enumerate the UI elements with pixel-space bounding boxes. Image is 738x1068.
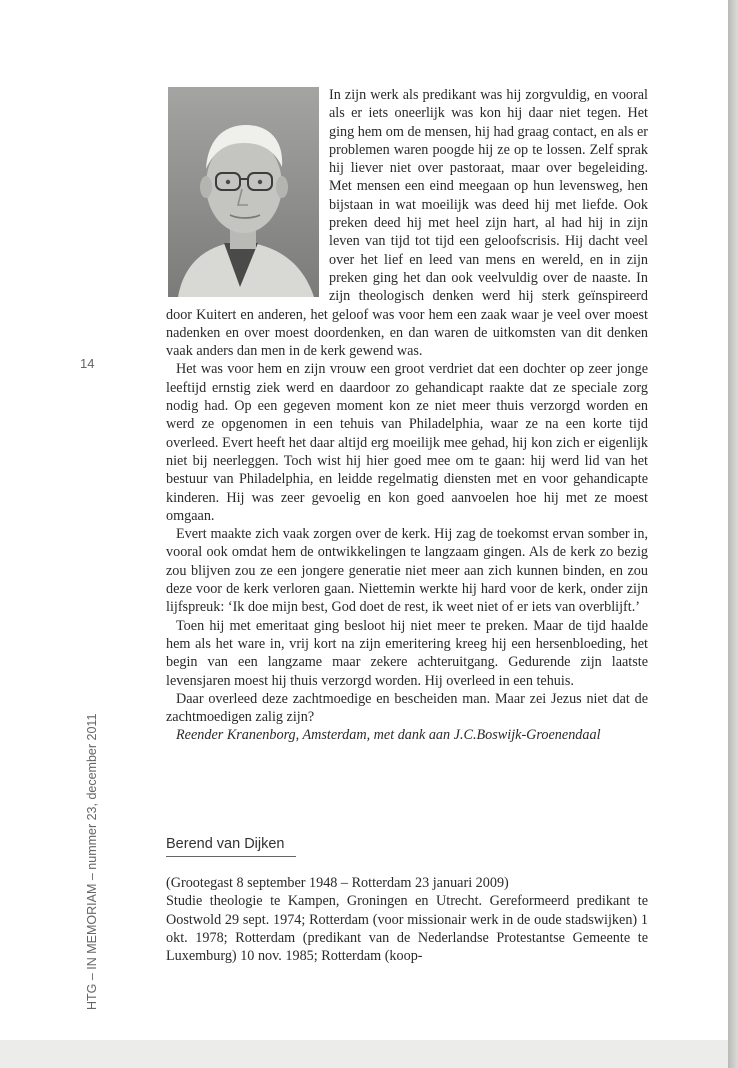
article-body — [166, 86, 648, 745]
page-bottom-margin — [0, 1040, 728, 1068]
bio-career: Studie theologie te Kampen, Groningen en Utrecht. Gereformeerd predikant te Oostwold 29 sept. 1974; Rotterdam (voor missionair werk in de oude stadswijken) 1 okt. 1978; Rotterdam (predikant van de Nederlandse Protestantse Gemeente te Luxemburg) 10 nov. 1985; Rotterdam (koop- — [166, 893, 648, 965]
article-paragraph: Toen hij met emeritaat ging besloot hij niet meer te preken. Maar de tijd haalde hem als het ware in, vrij kort na zijn emeritering kreeg hij een hersenbloeding, het begin van een langzame maar zekere achteruitgang. Gedurende zijn laatste levensjaren moest hij thuis verzorgd worden. Hij overleed in een tehuis. — [166, 617, 648, 689]
photo-spacer — [166, 86, 329, 298]
author-signature: Reender Kranenborg, Amsterdam, met dank aan J.C.Boswijk-Groenendaal — [176, 727, 601, 744]
heading-underline — [166, 856, 296, 857]
article-paragraph: Het was voor hem en zijn vrouw een groot verdriet dat een dochter op zeer jonge leeftijd ernstig ziek werd en daardoor zo gehandicapt raakte dat ze speciale zorg nodig had. Op een gegeven moment kon ze niet meer thuis verzorgd worden en werd ze opgenomen in een tehuis van Philadelphia, waar ze na een korte tijd overleed. Evert heeft het daar altijd erg moeilijk mee gehad, hij kon zich er eigenlijk niet bij neerleggen. Toch wist hij hier goed mee om te gaan: hij werd lid van het bestuur van Philadelphia, en leidde regelmatig diensten met en voor gehandicapte kinderen. Hij was zeer gevoelig en kon goed aanvoelen hoe hij met ze moest omgaan. — [166, 361, 648, 524]
article-paragraph: In zijn werk als predikant was hij zorgvuldig, en vooral als er iets oneerlijk was kon hij daar niet tegen. Het ging hem om de mensen, hij had graag contact, en als er problemen waren poogde hij ze op te lossen. Zelf sprak hij liever niet over pastoraat, maar over begeleiding. Met mensen een eind meegaan op hun levensweg, hen bijstaan in wat moeilijk was deed hij met liefde. Ook preken deed hij met heel zijn hart, al had hij in zijn leven van tijd tot tijd een geloofscrisis. Hij dacht veel over het lief en leed van mens en wereld, en in zijn preken ging het dan ook veelvuldig over de naaste. In zijn theologisch denken werd hij sterk geïnspireerd door Kuitert en anderen, het geloof was voor hem een zaak waar je veel over moest nadenken en over moest doordenken, en dan waren de uitkomsten van dit denken vaak anders dan men in de kerk gewend was. — [166, 87, 648, 360]
biography — [166, 874, 648, 965]
bio-dates: (Grootegast 8 september 1948 – Rotterdam 23 januari 2009) — [166, 875, 509, 891]
page-spine — [728, 0, 738, 1068]
section-heading: Berend van Dijken — [166, 836, 285, 852]
page-number: 14 — [80, 356, 95, 371]
article-paragraph: Evert maakte zich vaak zorgen over de kerk. Hij zag de toekomst ervan somber in, vooral ook omdat hem de ontwikkelingen te langzaam gingen. Als de kerk zo bezig zou blijven zou ze een jongere generatie niet meer aan zich kunnen binden, en zou deze voor de kerk verloren gaan. Niettemin werkte hij hard voor de kerk, onder zijn lijfspreuk: ‘Ik doe mijn best, God doet de rest, ik weet niet of er iets van overblijft.’ — [166, 526, 648, 616]
running-side-title: HTG – IN MEMORIAM – nummer 23, december 2011 — [85, 713, 99, 1010]
article-paragraph: Daar overleed deze zachtmoedige en bescheiden man. Maar zei Jezus niet dat de zachtmoedigen zalig zijn? — [166, 690, 648, 726]
